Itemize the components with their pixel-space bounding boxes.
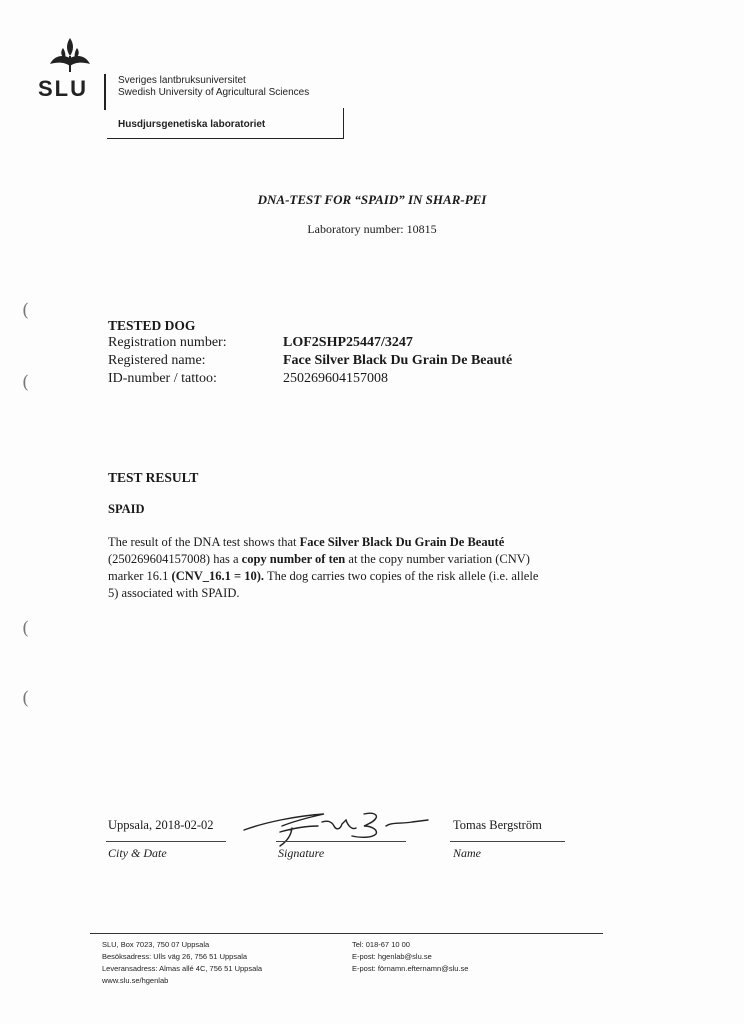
result-copy-number: copy number of ten bbox=[241, 552, 346, 566]
footer-phone: Tel: 018-67 10 00 bbox=[352, 940, 410, 949]
footer-address bbox=[102, 939, 262, 987]
place-date: Uppsala, 2018-02-02 bbox=[108, 818, 214, 832]
spaid-subheading: SPAID bbox=[108, 502, 145, 516]
registration-number-value: LOF2SHP25447/3247 bbox=[283, 335, 413, 350]
slu-logo-text: SLU bbox=[38, 76, 88, 101]
footer-postal: SLU, Box 7023, 750 07 Uppsala bbox=[102, 940, 210, 949]
footer-visiting: Besöksadress: Ulls väg 26, 756 51 Uppsala bbox=[102, 952, 248, 961]
registered-name-value: Face Silver Black Du Grain De Beauté bbox=[283, 353, 513, 368]
place-date-line bbox=[106, 841, 226, 842]
result-text-4: The dog carries two copies of the risk allele (i.e. allele 5) associated with SPAID. bbox=[108, 569, 539, 600]
punch-hole-mark: ( bbox=[22, 372, 30, 393]
result-text-3: at the copy number variation (CNV) marker 16.1 bbox=[108, 552, 530, 583]
id-number-value: 250269604157008 bbox=[283, 371, 388, 386]
slu-logo-icon bbox=[46, 36, 94, 74]
registered-name-label: Registered name: bbox=[108, 353, 206, 368]
result-dog-name: Face Silver Black Du Grain De Beauté bbox=[299, 535, 505, 549]
name-line bbox=[450, 841, 565, 842]
footer-divider bbox=[90, 933, 603, 934]
punch-hole-mark: ( bbox=[22, 300, 30, 321]
footer-email-general: E-post: förnamn.efternamn@slu.se bbox=[352, 964, 469, 973]
tested-dog-heading: TESTED DOG bbox=[108, 318, 196, 333]
signature-caption: Signature bbox=[278, 846, 325, 860]
handwritten-signature bbox=[236, 800, 446, 860]
department-name: Husdjursgenetiska laboratoriet bbox=[118, 119, 266, 130]
footer-website: www.slu.se/hgenlab bbox=[102, 976, 169, 985]
place-date-caption: City & Date bbox=[108, 846, 167, 860]
name-caption: Name bbox=[453, 846, 481, 860]
university-name bbox=[118, 75, 309, 99]
document-title: DNA-TEST FOR “SPAID” IN SHAR-PEI bbox=[257, 192, 487, 207]
registration-number-label: Registration number: bbox=[108, 335, 227, 350]
signature-line bbox=[276, 841, 406, 842]
punch-hole-mark: ( bbox=[22, 688, 30, 709]
id-number-label: ID-number / tattoo: bbox=[108, 371, 217, 386]
result-text-1: The result of the DNA test shows that bbox=[108, 535, 300, 549]
punch-hole-mark: ( bbox=[22, 618, 30, 639]
result-paragraph bbox=[108, 534, 548, 602]
footer-contact bbox=[352, 939, 468, 975]
university-name-sv: Sveriges lantbruksuniversitet bbox=[118, 75, 246, 86]
signer-name: Tomas Bergström bbox=[453, 818, 542, 832]
university-name-en: Swedish University of Agricultural Sciences bbox=[118, 87, 310, 98]
laboratory-number: Laboratory number: 10815 bbox=[307, 222, 437, 236]
result-cnv-value: (CNV_16.1 = 10). bbox=[171, 569, 265, 583]
logo-divider bbox=[104, 74, 106, 110]
footer-delivery: Leveransadress: Almas allé 4C, 756 51 Uppsala bbox=[102, 964, 263, 973]
test-result-heading: TEST RESULT bbox=[108, 470, 199, 485]
footer-email-lab: E-post: hgenlab@slu.se bbox=[352, 952, 432, 961]
result-text-2: (250269604157008) has a bbox=[108, 552, 242, 566]
